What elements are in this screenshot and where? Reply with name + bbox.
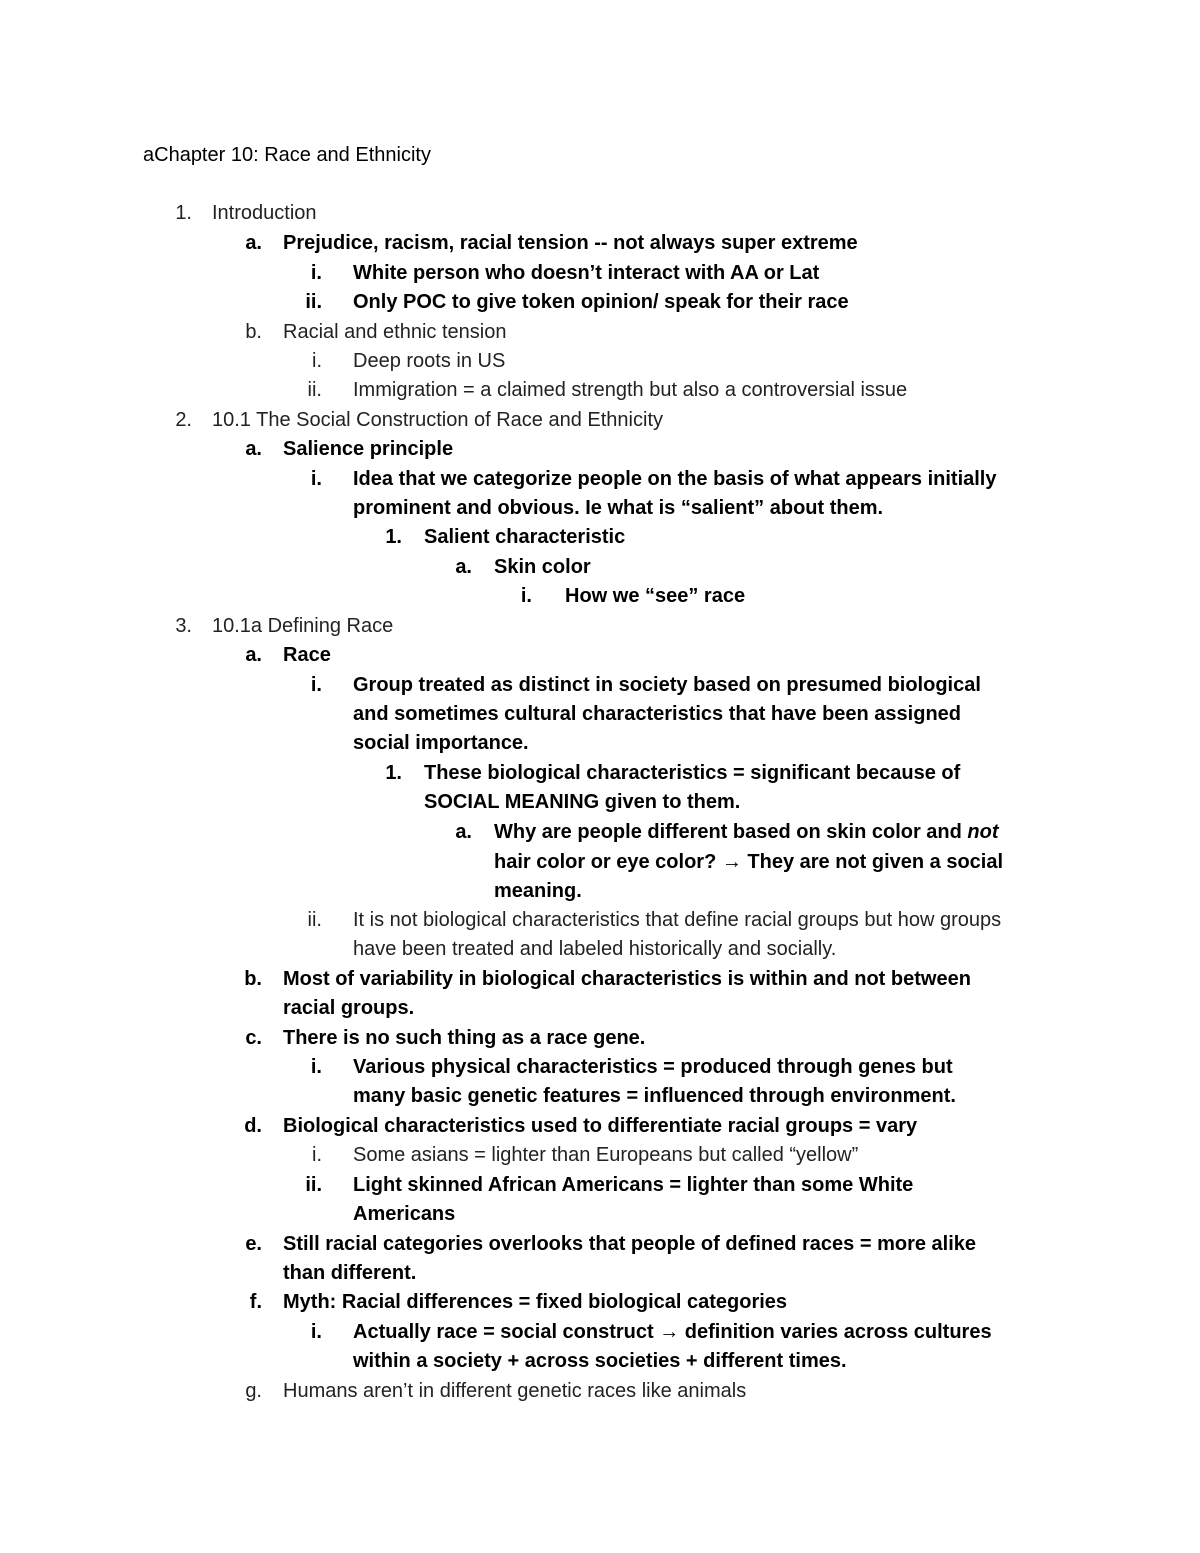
list-text: Group treated as distinct in society based on presumed biological xyxy=(353,674,981,696)
list-text: Racial and ethnic tension xyxy=(283,321,507,343)
list-marker: a. xyxy=(245,232,262,254)
list-text: Light skinned African Americans = lighter than some White xyxy=(353,1174,914,1196)
list-marker: a. xyxy=(455,556,472,578)
list-text: and sometimes cultural characteristics that have been assigned xyxy=(353,703,962,725)
list-text: social importance. xyxy=(353,732,529,754)
emphasis-text: not xyxy=(967,821,999,843)
list-marker: e. xyxy=(245,1233,262,1255)
list-text: within a society + across societies + different times. xyxy=(353,1350,847,1372)
list-marker: 1. xyxy=(175,202,192,224)
list-marker: ii. xyxy=(307,909,322,931)
list-marker: i. xyxy=(520,585,532,607)
list-text: have been treated and labeled historically and socially. xyxy=(353,938,837,960)
list-marker: 1. xyxy=(385,526,402,548)
list-text: Some asians = lighter than Europeans but called “yellow” xyxy=(353,1144,859,1166)
list-marker: a. xyxy=(455,821,472,843)
list-marker: 2. xyxy=(175,409,192,431)
list-text: meaning. xyxy=(494,880,582,902)
list-text: Idea that we categorize people on the basis of what appears initially xyxy=(353,468,997,490)
list-text: There is no such thing as a race gene. xyxy=(283,1027,646,1049)
list-marker: b. xyxy=(245,321,262,343)
list-text xyxy=(494,820,999,844)
list-text: 10.1a Defining Race xyxy=(212,615,394,637)
list-marker: b. xyxy=(244,968,262,990)
list-marker: f. xyxy=(249,1291,262,1313)
list-marker: i. xyxy=(310,1056,322,1078)
list-text: Deep roots in US xyxy=(353,350,506,372)
document-title: aChapter 10: Race and Ethnicity xyxy=(143,144,431,166)
list-marker: a. xyxy=(245,438,262,460)
list-marker: 3. xyxy=(175,615,192,637)
list-text: It is not biological characteristics that define racial groups but how groups xyxy=(353,909,1002,931)
list-text: SOCIAL MEANING given to them. xyxy=(424,791,741,813)
list-text: Race xyxy=(283,644,331,666)
list-text: Actually race = social construct → definition varies across cultures xyxy=(353,1321,992,1343)
list-text: hair color or eye color? → They are not given a social xyxy=(494,851,1004,873)
list-text: Still racial categories overlooks that people of defined races = more alike xyxy=(283,1233,977,1255)
list-text: Most of variability in biological characteristics is within and not between xyxy=(283,968,971,990)
list-marker: ii. xyxy=(305,1174,322,1196)
list-text-main: Why are people different based on skin color and xyxy=(494,821,968,843)
list-marker: ii. xyxy=(307,379,322,401)
list-marker: a. xyxy=(245,644,262,666)
list-marker: ii. xyxy=(305,291,322,313)
list-text: prominent and obvious. Ie what is “salient” about them. xyxy=(353,497,884,519)
list-text: than different. xyxy=(283,1262,417,1284)
list-marker: i. xyxy=(312,1144,322,1166)
list-text: Immigration = a claimed strength but also a controversial issue xyxy=(353,379,908,401)
list-text: Skin color xyxy=(494,556,591,578)
list-text: many basic genetic features = influenced through environment. xyxy=(353,1085,956,1107)
list-marker: i. xyxy=(310,1321,322,1343)
list-text: Salient characteristic xyxy=(424,526,626,548)
list-text: Various physical characteristics = produced through genes but xyxy=(353,1056,953,1078)
list-marker: i. xyxy=(310,262,322,284)
list-marker: i. xyxy=(310,674,322,696)
list-text: Prejudice, racism, racial tension -- not always super extreme xyxy=(283,232,858,254)
list-marker: c. xyxy=(245,1027,262,1049)
list-text: White person who doesn’t interact with AA or Lat xyxy=(353,262,820,284)
list-marker: i. xyxy=(312,350,322,372)
list-text: Americans xyxy=(353,1203,456,1225)
list-text: 10.1 The Social Construction of Race and Ethnicity xyxy=(212,409,663,431)
list-text: Only POC to give token opinion/ speak for their race xyxy=(353,291,849,313)
list-text: These biological characteristics = significant because of xyxy=(424,762,961,784)
list-text: Salience principle xyxy=(283,438,454,460)
list-text: Myth: Racial differences = fixed biological categories xyxy=(283,1291,788,1313)
list-marker: d. xyxy=(244,1115,262,1137)
list-text: Biological characteristics used to differentiate racial groups = vary xyxy=(283,1115,918,1137)
list-marker: i. xyxy=(310,468,322,490)
list-marker: 1. xyxy=(385,762,402,784)
list-text: Introduction xyxy=(212,202,317,224)
list-marker: g. xyxy=(245,1380,262,1402)
list-text: racial groups. xyxy=(283,997,415,1019)
list-text: Humans aren’t in different genetic races like animals xyxy=(283,1380,747,1402)
list-text: How we “see” race xyxy=(565,585,746,607)
